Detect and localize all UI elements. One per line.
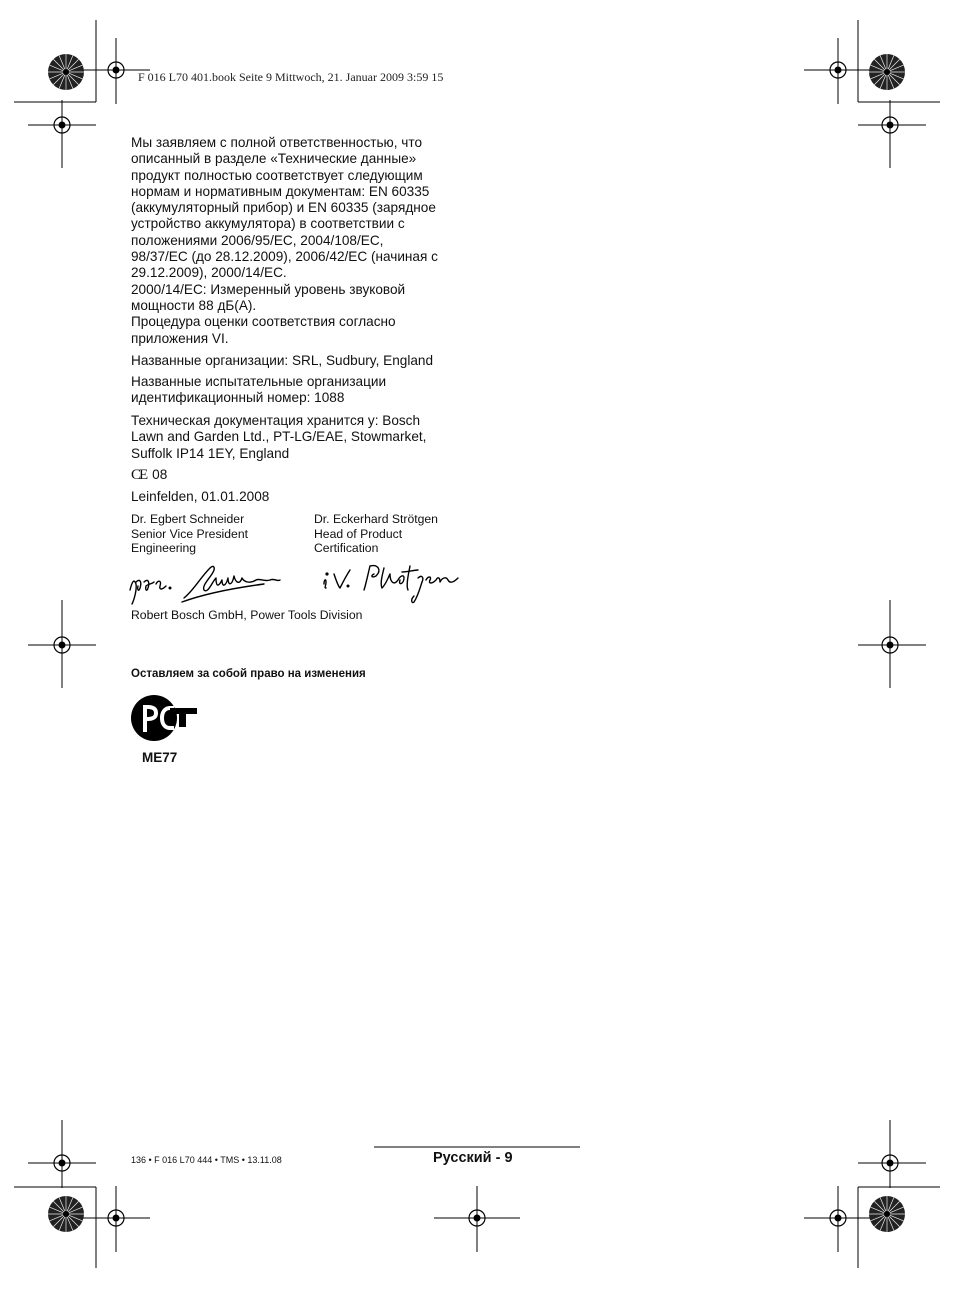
print-job-code: 136 • F 016 L70 444 • TMS • 13.11.08: [131, 1155, 282, 1165]
signatory-role: Head of Product: [314, 526, 403, 541]
signatory-schneider: [131, 512, 248, 556]
declaration-line: 2000/14/EC: Измеренный уровень звуковой: [131, 281, 406, 297]
certification-code: ME77: [142, 750, 178, 765]
declaration-line: положениями 2006/95/EC, 2004/108/EC,: [131, 232, 384, 248]
declaration-line: 29.12.2009), 2000/14/EC.: [131, 265, 287, 281]
signatory-name: Dr. Egbert Schneider: [131, 512, 245, 526]
signatory-role: Senior Vice President: [131, 526, 248, 541]
declaration-line: 98/37/EC (до 28.12.2009), 2006/42/EC (начиная с: [131, 249, 438, 265]
testing-orgs-line: идентификационный номер: 1088: [131, 390, 345, 406]
gost-r-certification-logo: [130, 694, 200, 744]
technical-documentation: [131, 413, 426, 462]
declaration-line: описанный в разделе «Технические данные»: [131, 151, 417, 167]
tech-docs-line: Suffolk IP14 1EY, England: [131, 445, 290, 461]
declaration-line: нормам и нормативным документам: EN 60335: [131, 183, 430, 199]
signature-stroetgen-icon: [318, 560, 464, 606]
signature-schneider-icon: [124, 560, 284, 606]
book-info-header: F 016 L70 401.book Seite 9 Mittwoch, 21. Januar 2009 3:59 15: [138, 70, 444, 84]
signatory-role: Certification: [314, 541, 379, 556]
change-reservation-note: Оставляем за собой право на изменения: [131, 668, 366, 680]
declaration-line: мощности 88 дБ(A).: [131, 297, 257, 313]
declaration-line: (аккумуляторный прибор) и EN 60335 (зарядное: [131, 200, 436, 216]
named-organisations: Названные организации: SRL, Sudbury, England: [131, 353, 434, 368]
ce-mark-icon: CE: [131, 467, 147, 483]
signatory-role: Engineering: [131, 541, 197, 556]
declaration-line: устройство аккумулятора) в соответствии с: [131, 216, 405, 232]
testing-organisations: [131, 374, 386, 407]
tech-docs-line: Техническая документация хранится у: Bosch: [131, 413, 421, 428]
testing-orgs-line: Названные испытательные организации: [131, 374, 387, 389]
declaration-line: приложения VI.: [131, 330, 229, 346]
signatory-stroetgen: [314, 512, 438, 556]
ce-year: 08: [152, 467, 168, 482]
declaration-paragraph: [131, 135, 438, 347]
page-title: Русский - 9: [433, 1150, 513, 1166]
ce-marking: [131, 467, 167, 483]
signatory-name: Dr. Eckerhard Strötgen: [314, 512, 438, 526]
company-name: Robert Bosch GmbH, Power Tools Division: [131, 608, 363, 622]
declaration-line: Мы заявляем с полной ответственностью, что: [131, 135, 423, 150]
place-and-date: Leinfelden, 01.01.2008: [131, 489, 270, 504]
declaration-line: Процедура оценки соответствия согласно: [131, 314, 396, 330]
tech-docs-line: Lawn and Garden Ltd., PT-LG/EAE, Stowmarket,: [131, 429, 427, 445]
declaration-line: продукт полностью соответствует следующим: [131, 167, 423, 183]
